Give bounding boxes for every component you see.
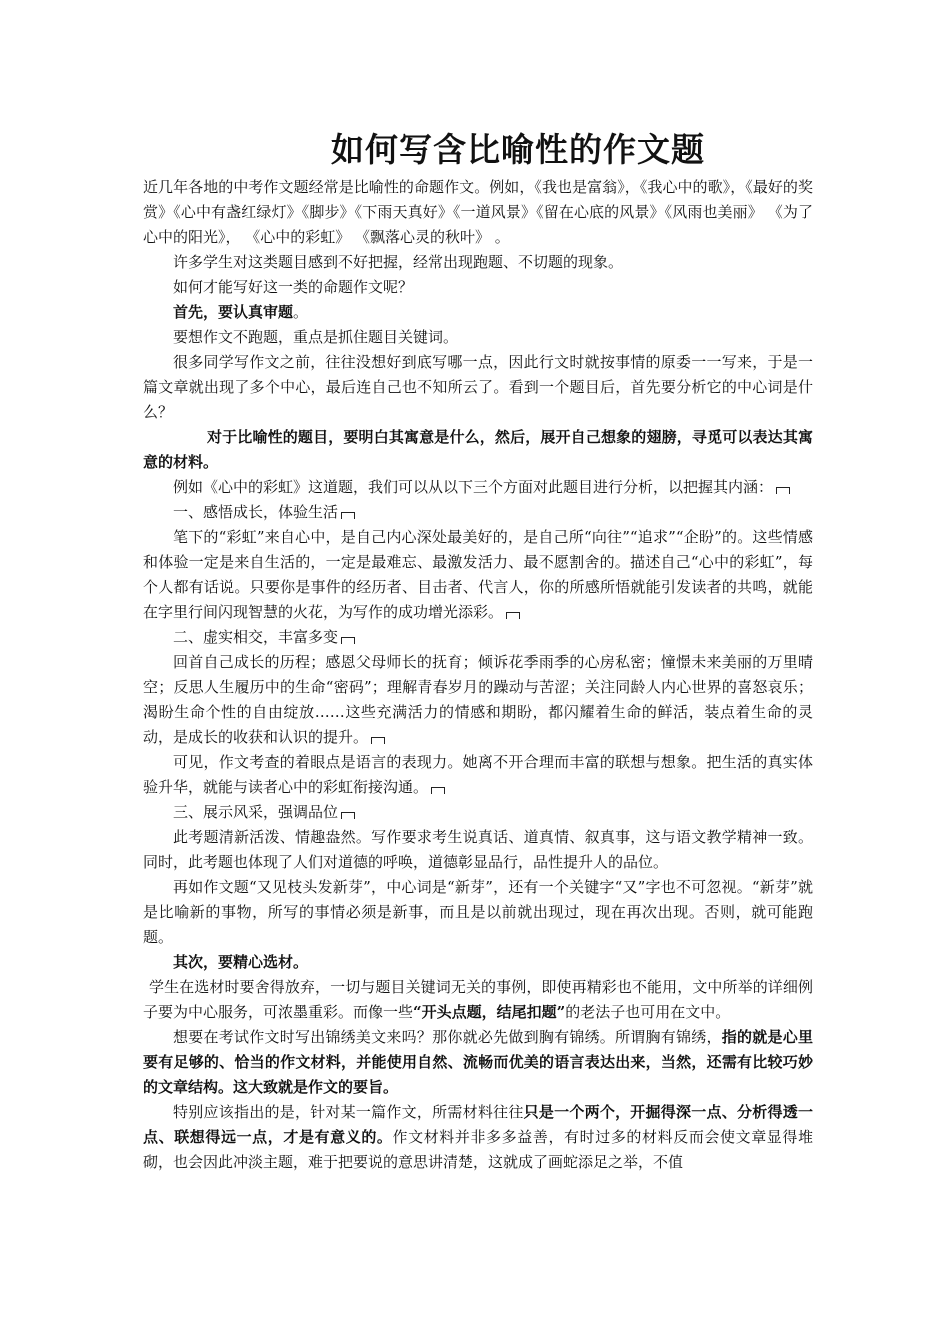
paragraph-mark-icon [341,637,355,644]
paragraph-special-bold: 只是一个两个，开掘得深一点、分析得透一点、联想得远一点，才是有意义的。 [143,1103,813,1146]
paragraph-keyword: 要想作文不跑题，重点是抓住题目关键词。 [173,328,459,346]
paragraph-section-2 [143,650,813,750]
paragraph-exam-bold: 指的就是心里要有足够的、恰当的作文材料，并能使用自然、流畅而优美的语言表达出来，当然，还需有比较巧妙的文章结构。这大致就是作文的要旨。 [143,1028,813,1096]
paragraph-section-1 [143,525,813,625]
paragraph-example-rainbow-text: 例如《心中的彩虹》这道题，我们可以从以下三个方面对此题目进行分析，以把握其内涵： [173,478,774,496]
heading-first-text: 首先，要认真审题 [173,303,294,321]
paragraph-example-rainbow [143,475,813,500]
paragraph-mark-icon [431,787,445,794]
paragraph-special-text-a: 特别应该指出的是，针对某一篇作文，所需材料往往 [173,1103,524,1121]
section-heading-1-text: 一、感悟成长，体验生活 [173,503,339,521]
section-heading-2-text: 二、虚实相交，丰富多变 [173,628,339,646]
section-heading-3-text: 三、展示风采，强调品位 [173,803,339,821]
paragraph-mark-icon [341,812,355,819]
paragraph-sprout: 再如作文题“又见枝头发新芽”，中心词是“新芽”，还有一个关键字“又”字也不可忽视。“新芽”就是比喻新的事物，所写的事情必须是新事，而且是以前就出现过，现在再次出现。否则，就可能跑题。 [143,878,813,946]
paragraph-mark-icon [341,512,355,519]
paragraph-section-3: 此考题清新活泼、情趣盎然。写作要求考生说真话、道真情、叙真事，这与语文教学精神一致。同时，此考题也体现了人们对道德的呼唤，道德彰显品行，品性提升人的品位。 [143,828,813,871]
paragraph-mark-icon [506,612,520,619]
paragraph-selection-text-b: 的老法子也可用在文中。 [565,1003,731,1021]
paragraph-section-2-text: 回首自己成长的历程；感恩父母师长的抚育；倾诉花季雨季的心房私密；憧憬未来美丽的万里晴空；反思人生履历中的生命“密码”；理解青春岁月的躁动与苦涩；关注同龄人内心世界的喜怒哀乐；渴盼生命个性的自由绽放……这些充满活力的情感和期盼，都闪耀着生命的鲜活，装点着生命的灵动，是成长的收获和认识的提升。 [143,653,813,746]
document-title: 如何写含比喻性的作文题 [331,130,705,169]
paragraph-intro: 近几年各地的中考作文题经常是比喻性的命题作文。例如，《我也是富翁》，《我心中的歌》，《最好的奖赏》《心中有盏红绿灯》《脚步》《下雨天真好》《一道风景》《留在心底的风景》《风雨也美丽》 《为了心中的阳光》， 《心中的彩虹》 《飘落心灵的秋叶》 。 [143,178,813,246]
heading-first-punct: 。 [293,303,309,321]
paragraph-section-1-text: 笔下的“彩虹”来自心中，是自己内心深处最美好的，是自己所“向往”“追求”“企盼”的。这些情感和体验一定是来自生活的，一定是最难忘、最激发活力、最不愿割舍的。描述自己“心中的彩虹”，每个人都有话说。只要你是事件的经历者、目击者、代言人，你的所感所悟就能引发读者的共鸣，就能在字里行间闪现智慧的火花，为写作的成功增光添彩。 [143,528,813,621]
document-page [143,126,813,1175]
paragraph-special-text-b: 作文材料并非多多益善，有时过多的材料反而会使文章显得堆砌，也会因此冲淡主题，难于把要说的意思讲清楚，这就成了画蛇添足之举，不值 [143,1128,813,1171]
paragraph-many-students: 很多同学写作文之前，往往没想好到底写哪一点，因此行文时就按事情的原委一一写来，于是一篇文章就出现了多个中心，最后连自己也不知所云了。看到一个题目后，首先要分析它的中心词是什么？ [143,353,813,421]
paragraph-mark-icon [371,737,385,744]
paragraph-visible-text: 可见，作文考查的着眼点是语言的表现力。她离不开合理而丰富的联想与想象。把生活的真实体验升华，就能与读者心中的彩虹衔接沟通。 [143,753,813,796]
paragraph-selection-text-a: 学生在选材时要舍得放弃，一切与题目关键词无关的事例，即使再精彩也不能用，文中所举的详细例子要为中心服务，可浓墨重彩。而像一些 [143,978,813,1021]
heading-first [143,300,813,325]
paragraph-difficulty: 许多学生对这类题目感到不好把握，经常出现跑题、不切题的现象。 [173,253,624,271]
paragraph-visible [143,750,813,800]
paragraph-metaphor-bold: 对于比喻性的题目，要明白其寓意是什么，然后，展开自己想象的翅膀，寻觅可以表达其寓意的材料。 [143,428,813,471]
section-heading-2 [143,625,813,650]
paragraph-exam-text: 想要在考试作文时写出锦绣美文来吗？那你就必先做到胸有锦绣。所谓胸有锦绣， [173,1028,722,1046]
paragraph-selection-bold: “开头点题，结尾扣题” [413,1003,566,1021]
section-heading-1 [143,500,813,525]
section-heading-3 [143,800,813,825]
heading-second: 其次，要精心选材。 [173,953,309,971]
paragraph-selection [143,975,813,1025]
paragraph-special [143,1100,813,1175]
paragraph-exam [143,1025,813,1100]
paragraph-mark-icon [776,487,790,494]
paragraph-question: 如何才能写好这一类的命题作文呢？ [173,278,414,296]
